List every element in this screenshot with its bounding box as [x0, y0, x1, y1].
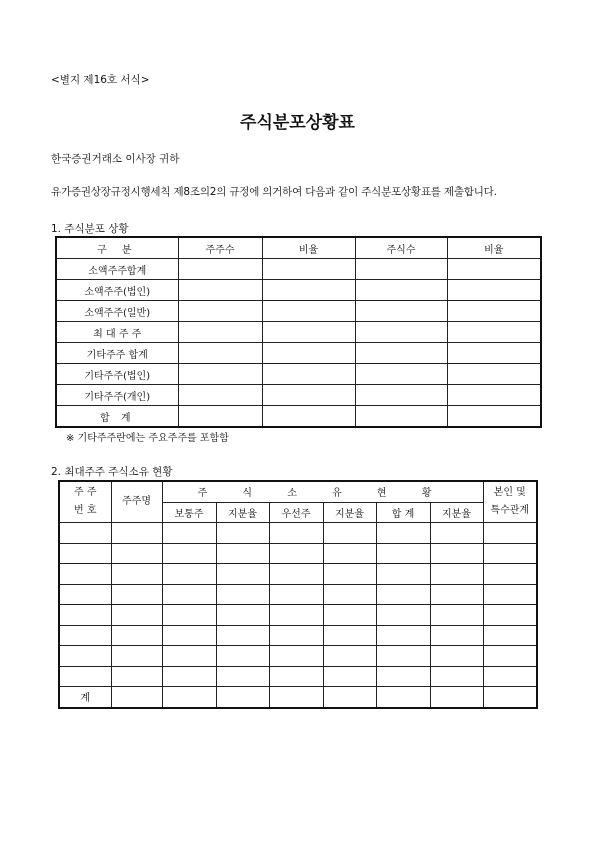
- cell[interactable]: [376, 523, 430, 544]
- document-title: 주식분포상황표: [240, 113, 355, 133]
- table-row: [56, 406, 541, 428]
- cell[interactable]: [111, 605, 162, 626]
- header-stake-2: 지분율: [323, 502, 376, 523]
- table-row: [59, 584, 537, 605]
- cell[interactable]: [162, 646, 216, 667]
- cell[interactable]: [162, 564, 216, 585]
- row-label: 소액주주합계: [56, 259, 178, 280]
- cell[interactable]: [216, 646, 269, 667]
- cell[interactable]: [483, 687, 537, 708]
- cell[interactable]: [323, 523, 376, 544]
- cell[interactable]: [162, 523, 216, 544]
- cell[interactable]: [216, 564, 269, 585]
- cell[interactable]: [162, 605, 216, 626]
- header-relation-text: 본인 및 특수관계: [490, 487, 530, 516]
- cell[interactable]: [447, 343, 541, 364]
- cell[interactable]: [483, 564, 537, 585]
- cell[interactable]: [323, 646, 376, 667]
- cell[interactable]: [262, 343, 355, 364]
- stock-distribution-table: [55, 236, 542, 428]
- row-label: 기타주주(개인): [56, 385, 178, 406]
- header-ratio-2: 비율: [447, 237, 541, 259]
- cell[interactable]: [178, 406, 262, 428]
- cell[interactable]: [111, 625, 162, 646]
- cell[interactable]: [355, 280, 447, 301]
- cell[interactable]: [59, 543, 111, 564]
- cell[interactable]: [483, 666, 537, 687]
- cell[interactable]: [355, 385, 447, 406]
- cell[interactable]: [483, 605, 537, 626]
- cell[interactable]: [376, 543, 430, 564]
- cell[interactable]: [59, 523, 111, 544]
- cell[interactable]: [216, 584, 269, 605]
- cell[interactable]: [323, 543, 376, 564]
- cell[interactable]: [59, 605, 111, 626]
- cell[interactable]: [355, 364, 447, 385]
- cell[interactable]: [162, 625, 216, 646]
- cell[interactable]: [355, 259, 447, 280]
- cell[interactable]: [430, 543, 483, 564]
- cell[interactable]: [323, 666, 376, 687]
- cell[interactable]: [483, 543, 537, 564]
- cell[interactable]: [262, 259, 355, 280]
- table-row: [56, 301, 541, 322]
- cell[interactable]: [162, 543, 216, 564]
- total-row: [59, 687, 537, 708]
- cell[interactable]: [355, 301, 447, 322]
- section1-title: 1. 주식분포 상황: [51, 223, 129, 235]
- cell[interactable]: [111, 564, 162, 585]
- row-label: 최 대 주 주: [56, 322, 178, 343]
- table-row: [59, 564, 537, 585]
- cell[interactable]: [483, 584, 537, 605]
- cell[interactable]: [376, 564, 430, 585]
- cell[interactable]: [376, 646, 430, 667]
- table-row: [56, 259, 541, 280]
- cell[interactable]: [376, 625, 430, 646]
- cell[interactable]: [376, 605, 430, 626]
- table-row: [56, 385, 541, 406]
- cell[interactable]: [323, 687, 376, 708]
- cell[interactable]: [323, 605, 376, 626]
- header-total: 합 계: [376, 502, 430, 523]
- cell[interactable]: [447, 364, 541, 385]
- cell[interactable]: [178, 322, 262, 343]
- header-ratio-1: 비율: [262, 237, 355, 259]
- cell[interactable]: [111, 646, 162, 667]
- table-row: [56, 322, 541, 343]
- cell[interactable]: [323, 564, 376, 585]
- row-label: 합 계: [56, 406, 178, 428]
- cell[interactable]: [216, 605, 269, 626]
- header-category: 구 분: [56, 237, 178, 259]
- cell[interactable]: [355, 343, 447, 364]
- footnote: ※ 기타주주란에는 주요주주를 포함함: [66, 433, 229, 444]
- cell[interactable]: [430, 687, 483, 708]
- cell[interactable]: [447, 322, 541, 343]
- addressee: 한국증권거래소 이사장 귀하: [51, 153, 180, 165]
- cell[interactable]: [447, 259, 541, 280]
- cell[interactable]: [162, 666, 216, 687]
- cell[interactable]: [323, 584, 376, 605]
- cell[interactable]: [376, 584, 430, 605]
- cell[interactable]: [111, 666, 162, 687]
- cell[interactable]: [430, 564, 483, 585]
- cell[interactable]: [178, 385, 262, 406]
- cell[interactable]: [262, 406, 355, 428]
- cell[interactable]: [269, 584, 323, 605]
- table-row: [59, 666, 537, 687]
- table-row: [59, 605, 537, 626]
- major-shareholder-table: [58, 480, 538, 709]
- form-reference: <별지 제16호 서식>: [51, 74, 150, 86]
- cell[interactable]: [269, 666, 323, 687]
- cell[interactable]: [376, 687, 430, 708]
- table-row: [59, 543, 537, 564]
- table-row: [56, 364, 541, 385]
- cell[interactable]: [111, 523, 162, 544]
- cell[interactable]: [269, 687, 323, 708]
- cell[interactable]: [59, 584, 111, 605]
- header-relation: [483, 481, 537, 523]
- cell[interactable]: [430, 625, 483, 646]
- cell[interactable]: [216, 543, 269, 564]
- table-row: [59, 646, 537, 667]
- cell[interactable]: [483, 523, 537, 544]
- cell[interactable]: [447, 406, 541, 428]
- cell[interactable]: [262, 280, 355, 301]
- table-row: [56, 280, 541, 301]
- cell[interactable]: [59, 625, 111, 646]
- cell[interactable]: [162, 584, 216, 605]
- cell[interactable]: [178, 280, 262, 301]
- header-shares: 주식수: [355, 237, 447, 259]
- cell[interactable]: [430, 646, 483, 667]
- cell[interactable]: [483, 625, 537, 646]
- cell[interactable]: [430, 523, 483, 544]
- cell[interactable]: [111, 543, 162, 564]
- cell[interactable]: [262, 322, 355, 343]
- cell[interactable]: [262, 301, 355, 322]
- cell[interactable]: [269, 646, 323, 667]
- body-paragraph: 유가증권상장규정시행세칙 제8조의2의 규정에 의거하여 다음과 같이 주식분포상황표를 제출합니다.: [51, 186, 497, 198]
- cell[interactable]: [111, 584, 162, 605]
- cell[interactable]: [216, 625, 269, 646]
- header-no-text: 주 주 번 호: [74, 487, 97, 516]
- cell[interactable]: [262, 385, 355, 406]
- cell[interactable]: [323, 625, 376, 646]
- cell[interactable]: [376, 666, 430, 687]
- header-shareholder-no: [59, 481, 111, 523]
- cell[interactable]: [162, 687, 216, 708]
- cell[interactable]: [447, 301, 541, 322]
- row-label: 기타주주 합계: [56, 343, 178, 364]
- cell[interactable]: [178, 364, 262, 385]
- cell[interactable]: [59, 666, 111, 687]
- cell[interactable]: [269, 564, 323, 585]
- total-label: 계: [59, 687, 111, 708]
- cell[interactable]: [430, 666, 483, 687]
- header-shareholder-name: 주주명: [111, 481, 162, 523]
- table-row: [56, 343, 541, 364]
- cell[interactable]: [430, 605, 483, 626]
- cell[interactable]: [269, 543, 323, 564]
- table-row: [59, 523, 537, 544]
- cell[interactable]: [216, 666, 269, 687]
- header-preferred: 우선주: [269, 502, 323, 523]
- cell[interactable]: [269, 523, 323, 544]
- cell[interactable]: [355, 322, 447, 343]
- header-common: 보통주: [162, 502, 216, 523]
- header-shareholders: 주주수: [178, 237, 262, 259]
- row-label: 기타주주(법인): [56, 364, 178, 385]
- row-label: 소액주주(일반): [56, 301, 178, 322]
- cell[interactable]: [178, 343, 262, 364]
- row-label: 소액주주(법인): [56, 280, 178, 301]
- section2-title: 2. 최대주주 주식소유 현황: [51, 466, 173, 478]
- cell[interactable]: [483, 646, 537, 667]
- cell[interactable]: [178, 259, 262, 280]
- cell[interactable]: [59, 646, 111, 667]
- cell[interactable]: [111, 687, 162, 708]
- header-group-text: 주 식 소 유 현 황: [197, 488, 448, 500]
- table-row: [59, 625, 537, 646]
- cell[interactable]: [59, 564, 111, 585]
- cell[interactable]: [178, 301, 262, 322]
- cell[interactable]: [216, 523, 269, 544]
- header-ownership-group: [162, 481, 483, 502]
- cell[interactable]: [447, 385, 541, 406]
- cell[interactable]: [430, 584, 483, 605]
- cell[interactable]: [355, 406, 447, 428]
- cell[interactable]: [269, 625, 323, 646]
- cell[interactable]: [447, 280, 541, 301]
- cell[interactable]: [216, 687, 269, 708]
- header-stake-1: 지분율: [216, 502, 269, 523]
- header-stake-3: 지분율: [430, 502, 483, 523]
- cell[interactable]: [269, 605, 323, 626]
- cell[interactable]: [262, 364, 355, 385]
